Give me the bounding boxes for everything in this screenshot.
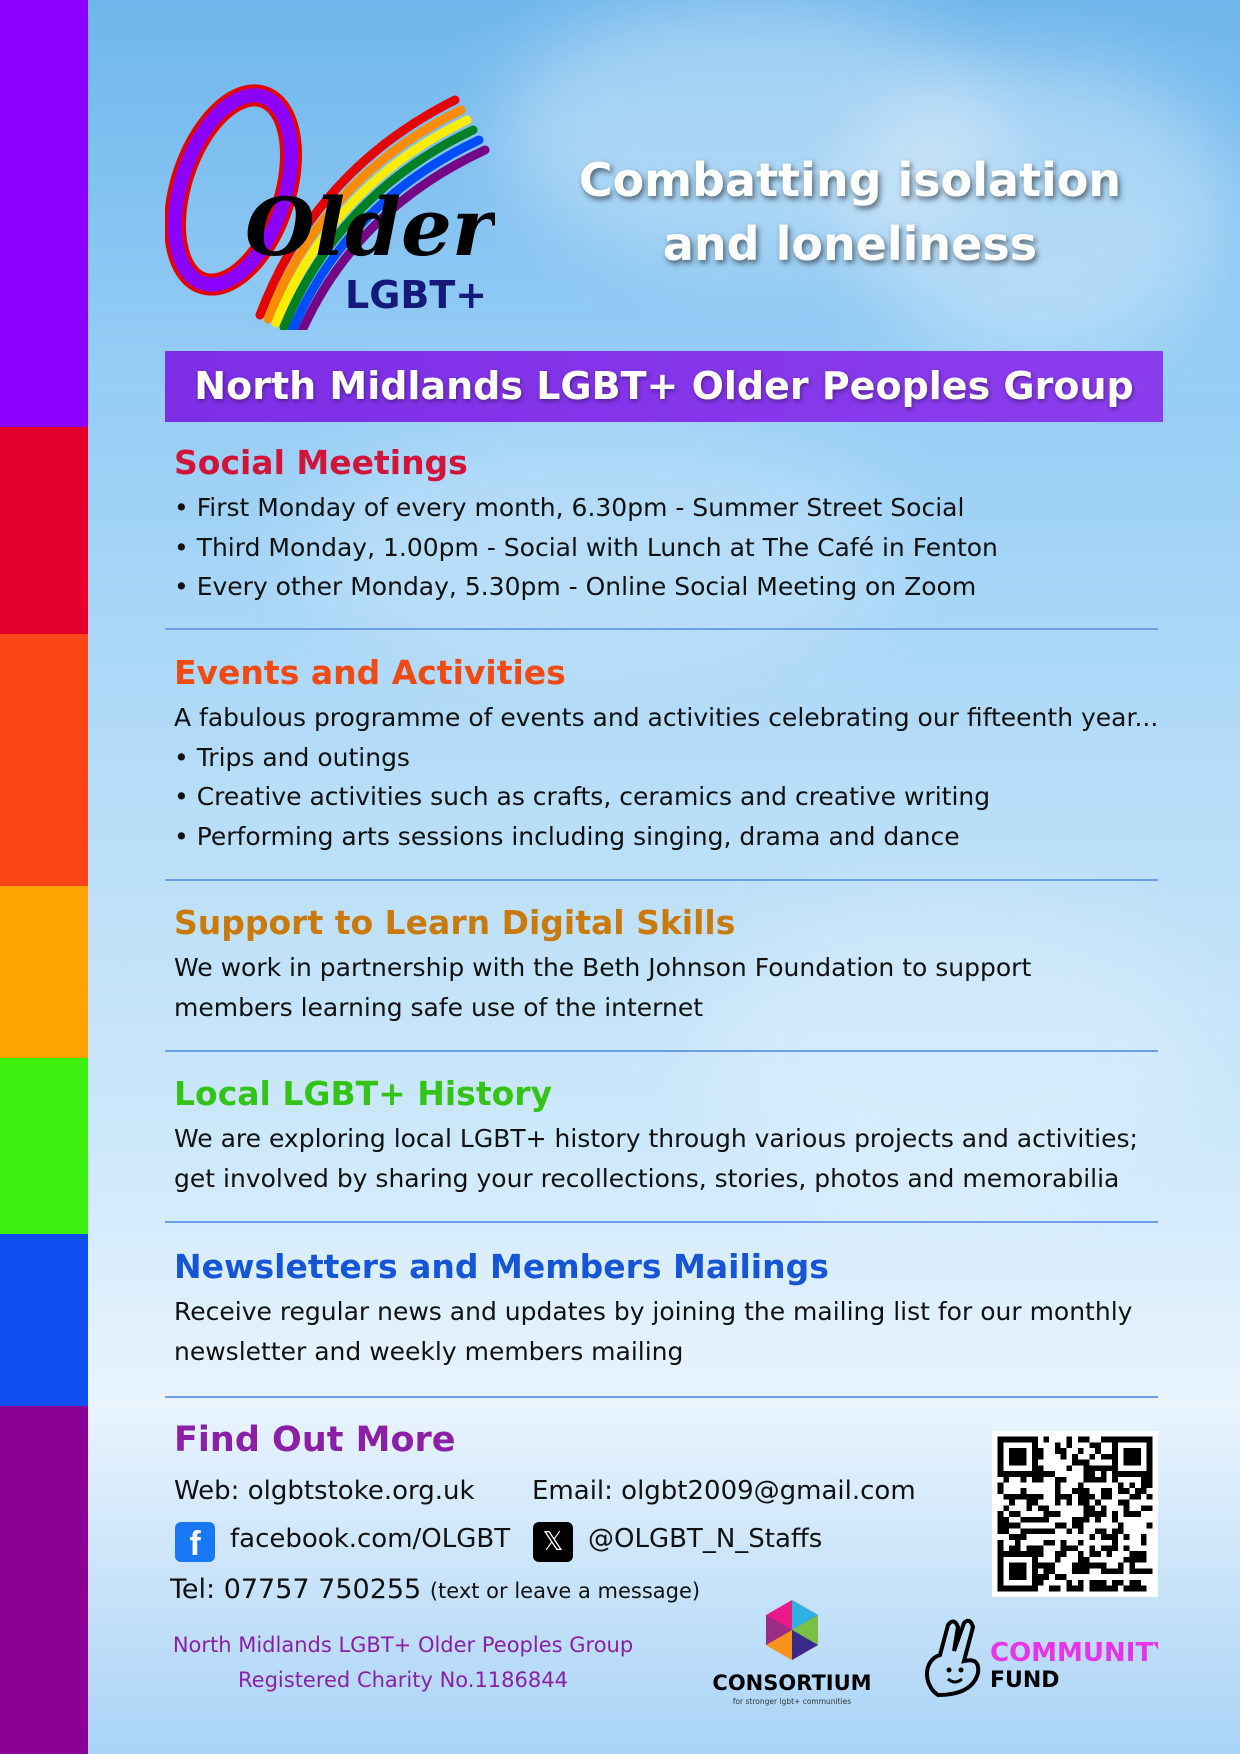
consortium-logo bbox=[705, 1600, 880, 1710]
website-link[interactable]: Web: olgbtstoke.org.uk bbox=[174, 1476, 475, 1506]
section-line: We work in partnership with the Beth Johnson Foundation to support bbox=[174, 953, 1032, 982]
qr-code-icon[interactable] bbox=[992, 1431, 1158, 1597]
section-title: Events and Activities bbox=[174, 653, 566, 692]
section-line: A fabulous programme of events and activities celebrating our fifteenth year... bbox=[174, 703, 1159, 732]
older-lgbt-logo bbox=[165, 60, 495, 330]
section-line: • Every other Monday, 5.30pm - Online Social Meeting on Zoom bbox=[174, 572, 977, 601]
svg-text:for stronger lgbt+ communities: for stronger lgbt+ communities bbox=[732, 1697, 852, 1706]
section-0 bbox=[174, 442, 1164, 607]
section-line: newsletter and weekly members mailing bbox=[174, 1336, 684, 1366]
section-1 bbox=[174, 652, 1164, 856]
svg-text:LGBT+: LGBT+ bbox=[345, 273, 488, 317]
charity-number: Registered Charity No.1186844 bbox=[238, 1668, 568, 1692]
section-line: get involved by sharing your recollections, stories, photos and memorabilia bbox=[174, 1163, 1120, 1193]
section-line: • Creative activities such as crafts, ceramics and creative writing bbox=[174, 782, 991, 811]
section-divider bbox=[165, 628, 1158, 630]
section-divider bbox=[165, 879, 1158, 881]
section-divider bbox=[165, 1396, 1158, 1398]
tagline bbox=[555, 148, 1145, 276]
sidebar-stripe-blue bbox=[0, 1234, 88, 1406]
charity-info bbox=[168, 1628, 638, 1698]
section-title: Local LGBT+ History bbox=[174, 1074, 553, 1113]
section-3 bbox=[174, 1073, 1164, 1198]
email-link[interactable]: Email: olgbt2009@gmail.com bbox=[532, 1476, 916, 1506]
sidebar-stripe-amber bbox=[0, 886, 88, 1058]
section-line: • Trips and outings bbox=[174, 742, 410, 772]
section-line: We are exploring local LGBT+ history through various projects and activities; bbox=[174, 1124, 1138, 1153]
sidebar-stripe-purple bbox=[0, 0, 88, 427]
facebook-link[interactable]: facebook.com/OLGBT bbox=[230, 1524, 511, 1554]
find-out-more-title: Find Out More bbox=[174, 1420, 456, 1460]
section-line: • Performing arts sessions including singing, drama and dance bbox=[174, 821, 960, 851]
sidebar-stripe-red bbox=[0, 427, 88, 634]
x-icon[interactable]: 𝕏 bbox=[533, 1522, 573, 1562]
group-name-banner: North Midlands LGBT+ Older Peoples Group bbox=[165, 351, 1163, 422]
section-title: Support to Learn Digital Skills bbox=[174, 903, 736, 942]
section-4 bbox=[174, 1246, 1164, 1371]
section-line: Receive regular news and updates by joining the mailing list for our monthly bbox=[174, 1297, 1133, 1326]
facebook-icon[interactable]: f bbox=[175, 1522, 215, 1562]
sidebar-stripe-green bbox=[0, 1058, 88, 1234]
section-line: • First Monday of every month, 6.30pm - Summer Street Social bbox=[174, 493, 965, 522]
svg-text:FUND: FUND bbox=[990, 1668, 1060, 1693]
svg-text:Older: Older bbox=[245, 180, 495, 274]
svg-text:CONSORTIUM: CONSORTIUM bbox=[712, 1671, 872, 1695]
telephone bbox=[170, 1574, 700, 1605]
sidebar-stripe-plum bbox=[0, 1406, 88, 1754]
tagline-line-2: and loneliness bbox=[662, 217, 1038, 271]
section-divider bbox=[165, 1050, 1158, 1052]
charity-name: North Midlands LGBT+ Older Peoples Group bbox=[172, 1633, 634, 1657]
tagline-line-1: Combatting isolation bbox=[578, 153, 1122, 207]
national-lottery-logo bbox=[918, 1615, 1158, 1705]
section-divider bbox=[165, 1221, 1158, 1223]
section-title: Social Meetings bbox=[174, 443, 468, 482]
svg-text:COMMUNITY: COMMUNITY bbox=[990, 1638, 1158, 1668]
twitter-link[interactable]: @OLGBT_N_Staffs bbox=[588, 1524, 823, 1554]
section-line: members learning safe use of the internet bbox=[174, 992, 704, 1022]
telephone-number[interactable]: Tel: 07757 750255 bbox=[170, 1574, 422, 1605]
section-title: Newsletters and Members Mailings bbox=[174, 1247, 829, 1286]
section-line: • Third Monday, 1.00pm - Social with Lunch at The Café in Fenton bbox=[174, 532, 998, 562]
telephone-note: (text or leave a message) bbox=[429, 1579, 701, 1603]
sidebar-stripe-orange bbox=[0, 634, 88, 886]
section-2 bbox=[174, 902, 1164, 1027]
